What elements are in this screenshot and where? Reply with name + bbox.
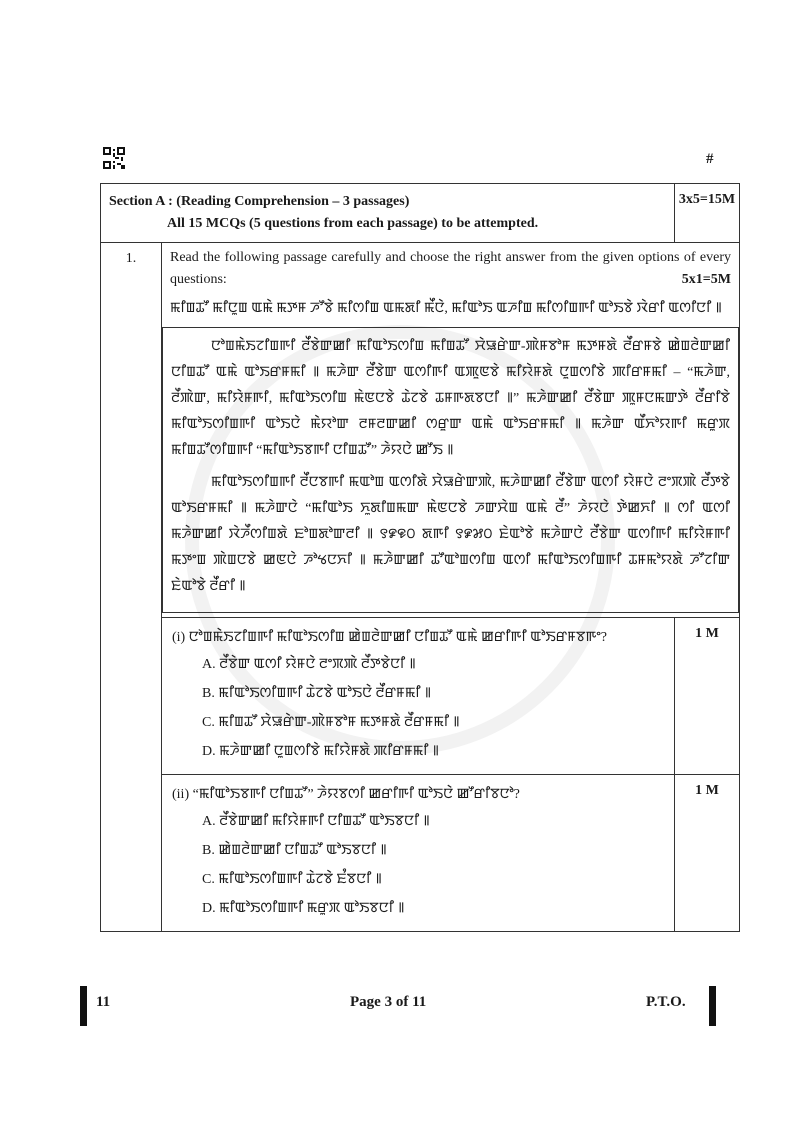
option-d: D. ꯃꯤꯑꯣꯏꯁꯤꯡꯒꯤ ꯃꯔꯨꯞ ꯑꯣꯏꯕꯅꯤ ꯫	[202, 901, 405, 916]
sub-question-i	[162, 618, 675, 775]
sub-question-stem	[172, 626, 664, 650]
question-marks: 5x1=5M	[681, 272, 731, 287]
question-number: 1.	[101, 243, 162, 932]
question-1-row	[101, 243, 740, 618]
footer-code: 11	[96, 994, 111, 1010]
footer-right-bar	[709, 986, 716, 1026]
option-d: D. ꯃꯍꯥꯛꯀꯤ ꯅꯨꯡꯁꯤꯕꯥ ꯃꯤꯌꯥꯝꯗꯥ ꯄꯤꯔꯝꯃꯤ ꯫	[202, 744, 439, 759]
sub-question-i-row	[101, 618, 740, 775]
sub-question-ii-row	[101, 775, 740, 932]
section-header-row	[101, 184, 740, 243]
option-b: B. ꯀꯥꯡꯂꯥꯛꯀꯤ ꯅꯤꯡꯊꯧ ꯑꯣꯏꯕꯅꯤ ꯫	[202, 843, 387, 858]
section-header-cell	[101, 184, 675, 243]
passage-intro: ꯃꯤꯡꯊꯧ ꯃꯤꯅꯨꯡ ꯑꯃꯥ ꯃꯇꯝ ꯍꯧꯕꯥ ꯃꯤꯁꯤꯡ ꯑꯃꯗꯤ ꯃꯩꯅꯥ, ꯃꯤꯑꯣꯏ ꯑꯍꯤꯡ ꯃꯤꯁꯤꯡꯒꯤ ꯑꯣꯏꯕꯥ ꯋꯥꯔꯤ ꯑꯁꯤꯅꯤ ꯫	[170, 301, 722, 316]
question-instruction	[170, 247, 731, 291]
instruction-text: Read the following passage carefully and choose the right answer from the given options of every questions:	[170, 250, 731, 287]
option-c: C. ꯃꯤꯡꯊꯧ ꯆꯥꯎꯔꯥꯛ-ꯄꯥꯝꯕꯣꯝ ꯃꯇꯝꯗꯥ ꯂꯩꯔꯝꯃꯤ ꯫	[202, 715, 460, 730]
page-footer	[0, 986, 800, 1026]
sub-question-stem	[172, 783, 664, 807]
section-subtitle: All 15 MCQs (5 questions from each passage) to be attempted.	[167, 216, 539, 231]
section-title: Section A : (Reading Comprehension – 3 passages)	[109, 194, 410, 209]
page-hash: #	[706, 151, 714, 167]
sub-question-text: “ꯃꯤꯑꯣꯏꯕꯒꯤ ꯅꯤꯡꯊꯧ” ꯍꯥꯌꯕꯁꯤ ꯀꯔꯤꯒꯤ ꯑꯣꯏꯅꯥ ꯀꯧꯔꯤꯕꯅꯣ?	[192, 787, 520, 802]
passage-box	[162, 327, 739, 613]
question-paper-table	[100, 183, 740, 932]
sub-question-ii	[162, 775, 675, 932]
option-c: C. ꯃꯤꯑꯣꯏꯁꯤꯡꯒꯤ ꯊꯥꯖꯕꯥ ꯐꯪꯕꯅꯤ ꯫	[202, 872, 382, 887]
sub-question-number: (ii)	[172, 787, 190, 802]
sub-question-text: ꯅꯣꯡꯃꯥꯏꯖꯤꯡꯒꯤ ꯃꯤꯑꯣꯏꯁꯤꯡ ꯀꯥꯡꯂꯥꯛꯀꯤ ꯅꯤꯡꯊꯧ ꯑꯃꯥ ꯀꯔꯤꯒꯤ ꯑꯣꯏꯔꯝꯕꯒꯦ?	[188, 630, 607, 645]
option-b: B. ꯃꯤꯑꯣꯏꯁꯤꯡꯒꯤ ꯊꯥꯖꯕꯥ ꯑꯣꯏꯅꯥ ꯂꯩꯔꯝꯃꯤ ꯫	[202, 686, 432, 701]
qr-code-icon	[103, 147, 125, 169]
option-a: A. ꯂꯩꯕꯥꯛꯀꯤ ꯃꯤꯌꯥꯝꯒꯤ ꯅꯤꯡꯊꯧ ꯑꯣꯏꯕꯅꯤ ꯫	[202, 814, 430, 829]
sub-question-marks: 1 M	[675, 775, 740, 932]
footer-pto: P.T.O.	[646, 994, 686, 1010]
footer-left-bar	[80, 986, 87, 1026]
footer-page-number: Page 3 of 11	[350, 994, 427, 1010]
section-marks: 3x5=15M	[675, 184, 740, 243]
option-a: A. ꯂꯩꯕꯥꯛ ꯑꯁꯤ ꯌꯥꯝꯅꯥ ꯂꯦꯞꯄꯥ ꯂꯩꯇꯕꯥꯅꯤ ꯫	[202, 657, 416, 672]
passage-paragraph-1: ꯅꯣꯡꯃꯥꯏꯖꯤꯡꯒꯤ ꯂꯩꯕꯥꯛꯀꯤ ꯃꯤꯑꯣꯏꯁꯤꯡ ꯃꯤꯡꯊꯧ ꯆꯥꯎꯔꯥꯛ-ꯄꯥꯝꯕꯣꯝ ꯃꯇꯝꯗꯥ ꯂꯩꯔꯝꯕꯥ ꯀꯥꯡꯂꯥꯛꯀꯤ ꯅꯤꯡꯊꯧ ꯑꯃꯥ ꯑꯣꯏꯔꯝꯃꯤ ꯫ ꯃꯍꯥꯛ ꯂꯩꯕꯥꯛ ꯑꯁꯤꯒꯤ ꯑꯄꯨꯟꯕꯥ ꯃꯤꯌꯥꯝꯗꯥ ꯅꯨꯡꯁꯤꯕꯥ ꯄꯤꯔꯝꯃꯤ – “ꯃꯍꯥꯛ, ꯂꯩꯄꯥꯛ, ꯃꯤꯌꯥꯝꯒꯤ, ꯃꯤꯑꯣꯏꯁꯤꯡ ꯃꯥꯟꯅꯕꯥ ꯊꯥꯖꯕꯥ ꯊꯝꯒꯗꯕꯅꯤ ꯫” ꯃꯍꯥꯛꯀꯤ ꯂꯩꯕꯥꯛ ꯄꯨꯝꯅꯃꯛꯇꯥ ꯂꯩꯔꯤꯕꯥ ꯃꯤꯑꯣꯏꯁꯤꯡꯒꯤ ꯑꯣꯏꯅꯥ ꯃꯥꯌꯣꯛ ꯂꯝꯂꯛꯀꯤ ꯁꯔꯨꯛ ꯑꯃꯥ ꯑꯣꯏꯔꯝꯃꯤ ꯫ ꯃꯍꯥꯛ ꯑꯩꯈꯣꯌꯒꯤ ꯃꯔꯨꯞ ꯃꯤꯡꯊꯧꯁꯤꯡꯒꯤ “ꯃꯤꯑꯣꯏꯕꯒꯤ ꯅꯤꯡꯊꯧ” ꯍꯥꯌꯅꯥ ꯀꯧꯏ ꯫	[171, 339, 730, 458]
sub-question-number: (i)	[172, 630, 186, 645]
question-1-content	[162, 243, 740, 618]
passage-paragraph-2: ꯃꯤꯑꯣꯏꯁꯤꯡꯒꯤ ꯂꯩꯅꯕꯒꯤ ꯃꯑꯣꯡ ꯑꯁꯤꯗꯥ ꯆꯥꯎꯔꯥꯛꯄꯥ, ꯃꯍꯥꯛꯀꯤ ꯂꯩꯕꯥꯛ ꯑꯁꯤ ꯌꯥꯝꯅꯥ ꯂꯦꯞꯄꯥ ꯂꯩꯇꯕꯥ ꯑꯣꯏꯔꯝꯃꯤ ꯫ ꯃꯍꯥꯛꯅꯥ “ꯃꯤꯑꯣꯏ ꯈꯨꯗꯤꯡꯃꯛ ꯃꯥꯟꯅꯕꯥ ꯍꯛꯆꯥꯡ ꯑꯃꯥ ꯂꯩ” ꯍꯥꯌꯅꯥ ꯇꯥꯀꯈꯤ ꯫ ꯁꯤ ꯑꯁꯤ ꯃꯍꯥꯛꯀꯤ ꯋꯥꯍꯩꯁꯤꯡꯗꯥ ꯐꯣꯡꯗꯣꯛꯂꯤ ꯫ ꯱꯹꯶꯰ ꯗꯒꯤ ꯱꯹꯷꯰ ꯐꯥꯑꯣꯕꯥ ꯃꯍꯥꯛꯅꯥ ꯂꯩꯕꯥꯛ ꯑꯁꯤꯒꯤ ꯃꯤꯌꯥꯝꯒꯤ ꯃꯇꯦꯡ ꯄꯥꯡꯅꯕꯥ ꯀꯟꯅꯥ ꯍꯣꯠꯅꯈꯤ ꯫ ꯃꯍꯥꯛꯀꯤ ꯊꯧꯑꯣꯡꯁꯤꯡ ꯑꯁꯤ ꯃꯤꯑꯣꯏꯁꯤꯡꯒꯤ ꯊꯝꯃꯣꯌꯗꯥ ꯍꯧꯖꯤꯛ ꯐꯥꯑꯣꯕꯥ ꯂꯩꯔꯤ ꯫	[171, 475, 730, 594]
sub-question-marks: 1 M	[675, 618, 740, 775]
